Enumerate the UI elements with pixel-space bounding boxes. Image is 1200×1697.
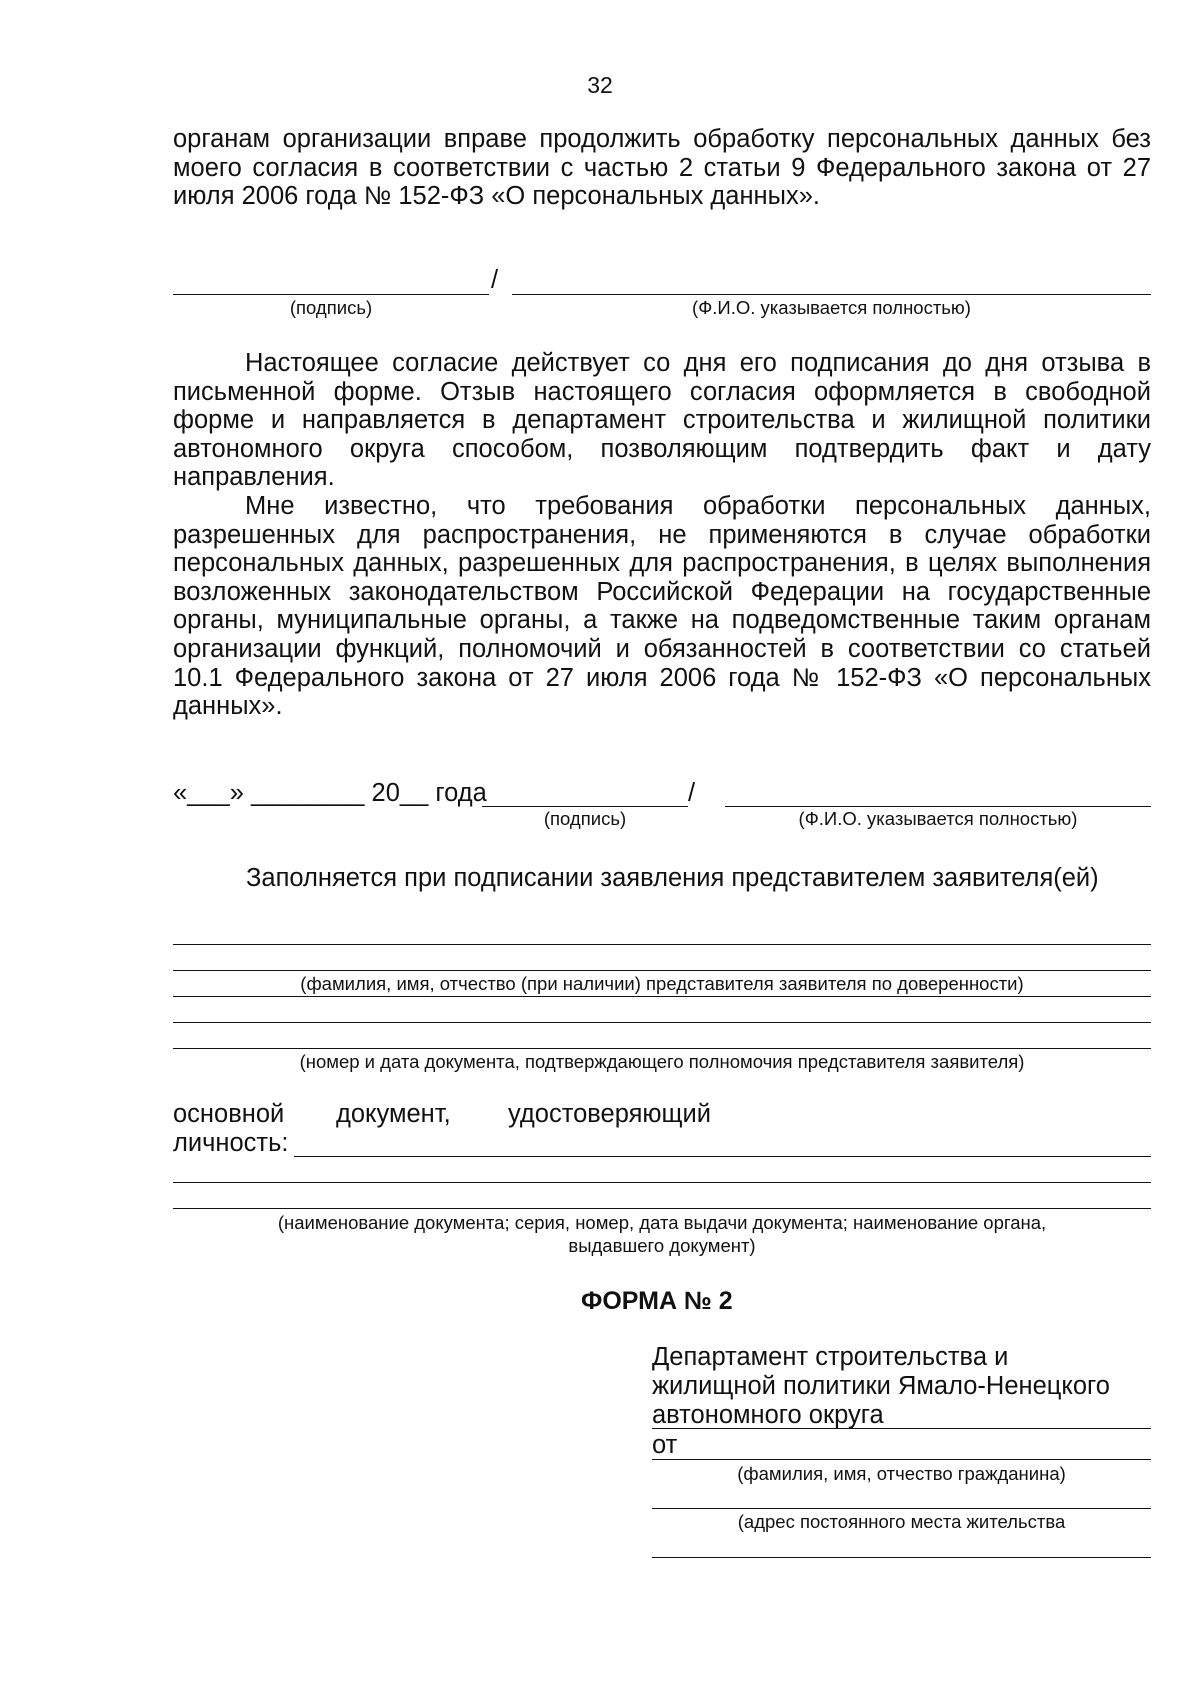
addressee-line: автономного округа xyxy=(652,1401,884,1429)
blank-line xyxy=(173,944,1151,945)
id-doc-word: документ, xyxy=(336,1100,451,1128)
addressee-underline xyxy=(652,1428,1151,1429)
addressee-line: жилищной политики Ямало-Ненецкого xyxy=(652,1372,1110,1400)
form-title: ФОРМА № 2 xyxy=(581,1287,733,1315)
representative-name-caption: (фамилия, имя, отчество (при наличии) представителя заявителя по доверенности) xyxy=(300,973,1024,994)
paragraph-text: Настоящее согласие действует со дня его подписания до дня отзыва в письменной форме. Отзыв настоящего согласия оформляется в свободной форме и направляется в департамент строительства и жилищной политики автономного округа способом, позволяющим подтвердить факт и дату направления. xyxy=(173,349,1151,492)
signature-caption: (подпись) xyxy=(289,297,373,318)
paragraph-consent xyxy=(173,349,1151,721)
blank-line xyxy=(652,1557,1151,1558)
fio-caption: (Ф.И.О. указывается полностью) xyxy=(692,297,971,318)
signature-caption: (подпись) xyxy=(543,808,627,829)
id-doc-word: удостоверяющий xyxy=(508,1100,712,1128)
signature-slash: / xyxy=(491,266,499,294)
blank-line xyxy=(173,1022,1151,1023)
signature-line xyxy=(173,294,489,295)
paragraph-continuation xyxy=(173,125,1151,211)
fio-caption: (Ф.И.О. указывается полностью) xyxy=(798,808,1078,829)
paragraph-text: Мне известно, что требования обработки персональных данных, разрешенных для распространения, не применяются в случае обработки персональных данных, разрешенных для распространения, в целях выполнения возложенных законодательством Российской Федерации на государственные органы, муниципальные органы, а также на подведомственные таким органам организации функций, полномочий и обязанностей в соответствии со статьей 10.1 Федерального закона от 27 июля 2006 года № 152-ФЗ «О персональных данных». xyxy=(173,491,1151,721)
blank-line xyxy=(173,1048,1151,1049)
address-caption: (адрес постоянного места жительства xyxy=(737,1511,1066,1532)
page-number: 32 xyxy=(587,72,613,98)
paragraph-text: органам организации вправе продолжить обработку персональных данных без моего согласия в соответствии с частью 2 статьи 9 Федерального закона от 27 июля 2006 года № 152-ФЗ «О персональных данных». xyxy=(173,125,1151,211)
fio-line xyxy=(725,806,1151,807)
from-line xyxy=(652,1459,1151,1460)
id-doc-line xyxy=(294,1156,1151,1157)
representative-heading: Заполняется при подписании заявления представителем заявителя(ей) xyxy=(246,864,1099,892)
signature-slash: / xyxy=(688,779,696,807)
id-doc-word: основной xyxy=(173,1100,285,1128)
fio-line xyxy=(512,294,1151,295)
addressee-line: Департамент строительства и xyxy=(652,1343,1009,1371)
addressee-block xyxy=(652,1343,1151,1430)
citizen-name-caption: (фамилия, имя, отчество гражданина) xyxy=(737,1463,1066,1484)
from-label: от xyxy=(652,1431,678,1459)
id-doc-caption-line1: (наименование документа; серия, номер, дата выдачи документа; наименование органа, xyxy=(277,1212,1047,1233)
blank-line xyxy=(173,1208,1151,1209)
blank-line xyxy=(173,970,1151,971)
id-doc-caption-line2: выдавшего документ) xyxy=(568,1235,756,1256)
signature-line xyxy=(482,806,688,807)
date-placeholder: «___» ________ 20__ года xyxy=(173,779,487,807)
blank-line xyxy=(173,1182,1151,1183)
blank-line xyxy=(173,996,1151,997)
blank-line xyxy=(652,1508,1151,1509)
id-doc-label: личность: xyxy=(173,1129,289,1157)
representative-document-caption: (номер и дата документа, подтверждающего полномочия представителя заявителя) xyxy=(299,1051,1025,1072)
